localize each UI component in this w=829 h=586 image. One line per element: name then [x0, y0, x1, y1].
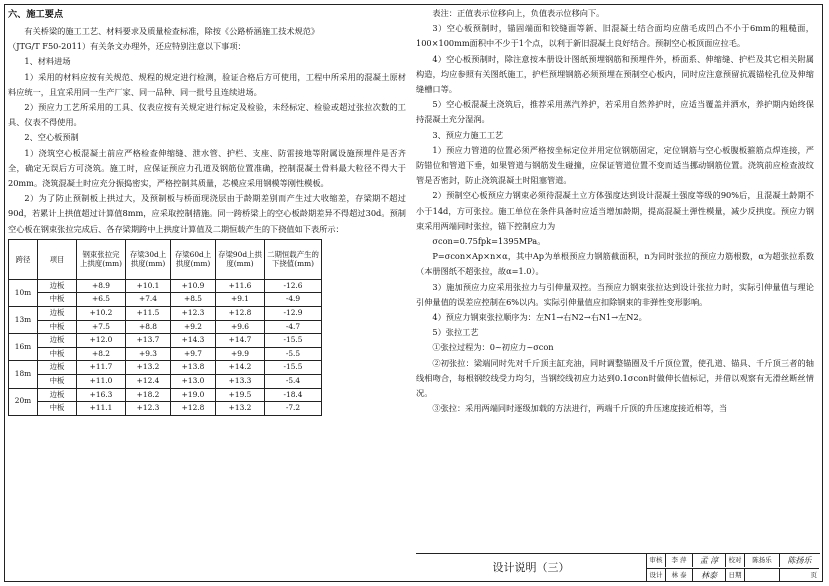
table-row: [9, 334, 322, 348]
value-cell: +10.2: [77, 307, 126, 321]
prestress-paragraph-3: 3）施加预应力应采用张拉力与引伸量双控。当预应力钢束张拉达到设计张拉力时，实际引伸量值与理论引伸量值的误差应控制在6%以内。实际引伸量值应扣除钢束的非弹性变形影响。: [416, 281, 814, 307]
value-cell: +13.3: [216, 375, 265, 389]
prefab-paragraph-2: 2）为了防止预制板上拱过大，及预制板与桥面现浇层由于龄期差别而产生过大收缩差，存梁期不超过90d，若累计上拱值超过计算值8mm，应采取控制措施。同一跨桥梁上的空心板龄期差异不得超过30d。预制空心板在钢束张拉完成后、各存梁期跨中上拱度计算值及二期恒载产生的下挠值如下表所示：: [8, 193, 406, 234]
review-name: 李 萍: [666, 554, 693, 567]
table-row: [9, 361, 322, 375]
value-cell: +14.2: [216, 361, 265, 375]
table-row: [9, 347, 322, 361]
table-row: [9, 402, 322, 416]
table-body: [9, 279, 322, 415]
prefab-paragraph-4: 4）空心板预制时，除注意按本册设计图纸预埋钢筋和预埋件外，桥面系、伸缩缝、护栏及其它相关附属构造，均应参照有关图纸施工，护栏预埋钢筋必须预埋在预制空心板内，同时应注意预留抗震锚栓孔位及伸缩缝槽口等。: [416, 53, 814, 95]
value-cell: +12.8: [216, 307, 265, 321]
value-cell: +8.5: [171, 293, 216, 307]
value-cell: +18.2: [126, 388, 171, 402]
value-cell: +14.3: [171, 334, 216, 348]
date-value: [745, 568, 780, 582]
control-stress-formula: σcon=0.75fpk=1395MPa。: [432, 236, 546, 247]
value-cell: -5.4: [265, 375, 322, 389]
signature-grid: [647, 554, 820, 581]
value-cell: +19.5: [216, 388, 265, 402]
span-cell: 18m: [9, 361, 38, 388]
value-cell: +10.9: [171, 279, 216, 293]
item-cell: 中板: [38, 347, 77, 361]
prefab-paragraph-1: 1）浇筑空心板混凝土前应严格检查伸缩缝、泄水管、护栏、支座、防雷接地等附属设施预埋件是否齐全，确定无误后方可浇筑。施工时，应保证预应力孔道及钢筋位置准确，控制混凝土骨料最大粒径不得大于20mm。浇筑混凝土时应充分振捣密实，严格控制其质量，芯模应采用钢模等刚性模板。: [8, 147, 406, 189]
value-cell: -12.6: [265, 279, 322, 293]
value-cell: +9.7: [171, 347, 216, 361]
value-cell: +13.2: [126, 361, 171, 375]
table-row: [9, 375, 322, 389]
value-cell: +13.8: [171, 361, 216, 375]
value-cell: +9.3: [126, 347, 171, 361]
prefab-paragraph-5: 5）空心板混凝土浇筑后，推荐采用蒸汽养护，若采用自然养护时，应适当覆盖并洒水，养护期内始终保持混凝土充分湿润。: [416, 99, 814, 125]
table-row: [9, 307, 322, 321]
design-name: 林 泰: [666, 568, 693, 582]
design-label: 设计: [647, 568, 666, 582]
value-cell: +11.0: [77, 375, 126, 389]
span-cell: 13m: [9, 307, 38, 334]
item-cell: 中板: [38, 293, 77, 307]
date-label: 日期: [726, 568, 745, 582]
value-cell: +11.1: [77, 402, 126, 416]
value-cell: +7.5: [77, 320, 126, 334]
prefab-paragraph-3: 3）空心板预制时，锚固端面和铰缝面等新、旧混凝土结合面均应凿毛成凹凸不小于6mm的粗糙面，100×100mm面积中不少于1个点，以利于新旧混凝土良好结合。预制空心板顶面应拉毛。: [416, 23, 814, 49]
span-cell: 10m: [9, 279, 38, 306]
title-block: [416, 553, 820, 581]
value-cell: +8.8: [126, 320, 171, 334]
value-cell: -5.5: [265, 347, 322, 361]
drawing-title: 设计说明（三）: [416, 554, 647, 581]
table-note: 表注：正值表示位移向上，负值表示位移向下。: [432, 8, 605, 18]
item-cell: 边板: [38, 388, 77, 402]
tensioning-process-title: 5）张拉工艺: [432, 327, 479, 338]
item-cell: 边板: [38, 361, 77, 375]
value-cell: +11.5: [126, 307, 171, 321]
value-cell: +16.3: [77, 388, 126, 402]
item-cell: 边板: [38, 307, 77, 321]
review-label: 审核: [647, 554, 666, 567]
value-cell: +12.8: [171, 402, 216, 416]
value-cell: -15.5: [265, 334, 322, 348]
header-item: 项目: [38, 239, 77, 279]
header-60d: 存梁60d上拱度(mm): [171, 239, 216, 279]
value-cell: -4.7: [265, 320, 322, 334]
subsection-prestress-title: 3、预应力施工工艺: [432, 129, 504, 140]
value-cell: +6.5: [77, 293, 126, 307]
materials-paragraph-2: 2）预应力工艺所采用的工具、仪表应按有关规定进行标定及检验，未经标定、检验或超过张拉次数的工具、仪表不得使用。: [8, 102, 406, 128]
table-row: [9, 293, 322, 307]
value-cell: +13.2: [216, 402, 265, 416]
value-cell: +12.3: [126, 402, 171, 416]
subsection-prefab-title: 2、空心板预制: [24, 132, 79, 143]
header-30d: 存梁30d上拱度(mm): [126, 239, 171, 279]
table-row: [9, 388, 322, 402]
value-cell: -12.9: [265, 307, 322, 321]
check-name: 陈扬乐: [745, 554, 780, 567]
page-label: 页: [780, 568, 819, 581]
step-1: ①张拉过程为：0~初应力~σcon: [432, 342, 554, 353]
header-deflection: 二期恒载产生的下挠值(mm): [265, 239, 322, 279]
value-cell: +9.2: [171, 320, 216, 334]
value-cell: +14.7: [216, 334, 265, 348]
item-cell: 中板: [38, 402, 77, 416]
item-cell: 中板: [38, 375, 77, 389]
value-cell: +9.1: [216, 293, 265, 307]
item-cell: 边板: [38, 334, 77, 348]
section-title: 六、施工要点: [8, 9, 64, 20]
table-row: [9, 279, 322, 293]
value-cell: +12.0: [77, 334, 126, 348]
intro-line-2: （JTG/T F50-2011）有关条文办理外，还应特别注意以下事项：: [8, 41, 246, 52]
table-row: [9, 320, 322, 334]
step-2: ②初张拉：梁端同时先对千斤顶主缸充油，同时调整锚圈及千斤顶位置，使孔道、锚具、千斤顶三者的轴线相吻合，每根钢绞线受力均匀，当钢绞线初应力达到0.1σcon时做伸长值标记，并借以观察有无滑丝断丝情况。: [416, 357, 814, 399]
header-90d: 存梁90d上拱度(mm): [216, 239, 265, 279]
value-cell: +19.0: [171, 388, 216, 402]
span-cell: 16m: [9, 334, 38, 361]
value-cell: -15.5: [265, 361, 322, 375]
value-cell: +12.3: [171, 307, 216, 321]
span-cell: 20m: [9, 388, 38, 415]
value-cell: -18.4: [265, 388, 322, 402]
value-cell: +12.4: [126, 375, 171, 389]
prestress-paragraph-1: 1）预应力管道的位置必须严格按坐标定位并用定位钢筋固定，定位钢筋与空心板腹板箍筋点焊连接，严防错位和管道下垂，如果管道与钢筋发生碰撞，应保证管道位置不变而适当挪动钢筋位置。浇筑前应检查波纹管是否密封，防止浇筑混凝土时阻塞管道。: [416, 144, 814, 186]
value-cell: +13.0: [171, 375, 216, 389]
design-signature: 林泰: [693, 568, 726, 582]
value-cell: +11.7: [77, 361, 126, 375]
value-cell: +9.6: [216, 320, 265, 334]
camber-table: [8, 239, 322, 416]
value-cell: +8.9: [77, 279, 126, 293]
item-cell: 中板: [38, 320, 77, 334]
prestress-paragraph-2: 2）预制空心板预应力钢束必须待混凝土立方体强度达到设计混凝土强度等级的90%后，且混凝土龄期不小于14d，方可张拉。施工单位在条件具备时应适当增加龄期，提高混凝土弹性模量，减少反拱度。预应力钢束采用两端同时张拉，锚下控制应力为: [416, 190, 814, 231]
materials-paragraph-1: 1）采用的材料应按有关规范、规程的规定进行检测，验证合格后方可使用，工程中所采用的混凝土原材料应统一，且宜采用同一生产厂家、同一品种、同一批号且连续进场。: [8, 71, 406, 97]
tension-force-formula: P=σcon×Ap×n×α，其中Ap为单根预应力钢筋截面积，n为同时张拉的预应力筋根数，α为超张拉系数（本册图纸不超张拉，故α=1.0）。: [416, 251, 814, 277]
left-column: [8, 6, 406, 416]
value-cell: -7.2: [265, 402, 322, 416]
subsection-materials-title: 1、材料进场: [24, 56, 71, 67]
value-cell: +9.9: [216, 347, 265, 361]
value-cell: +10.1: [126, 279, 171, 293]
value-cell: +7.4: [126, 293, 171, 307]
check-signature: 陈扬乐: [787, 556, 812, 565]
table-header-row: [9, 239, 322, 279]
intro-line-1: 有关桥梁的施工工艺、材料要求及质量检查标准，除按《公路桥涵施工技术规范》: [24, 26, 320, 36]
header-tension: 钢束张拉完上拱度(mm): [77, 239, 126, 279]
value-cell: +11.6: [216, 279, 265, 293]
header-span: 跨径: [9, 239, 38, 279]
value-cell: +13.7: [126, 334, 171, 348]
step-3: ③张拉：采用两端同时逐级加载的方法进行，两端千斤顶的升压速度接近相等，当: [432, 403, 728, 414]
value-cell: +8.2: [77, 347, 126, 361]
right-column: [416, 6, 814, 416]
review-signature: 孟 淳: [693, 554, 726, 567]
prestress-paragraph-4: 4）预应力钢束张拉顺序为：左N1→右N2→右N1→左N2。: [432, 312, 647, 323]
item-cell: 边板: [38, 279, 77, 293]
check-label: 校对: [726, 554, 745, 567]
value-cell: -4.9: [265, 293, 322, 307]
